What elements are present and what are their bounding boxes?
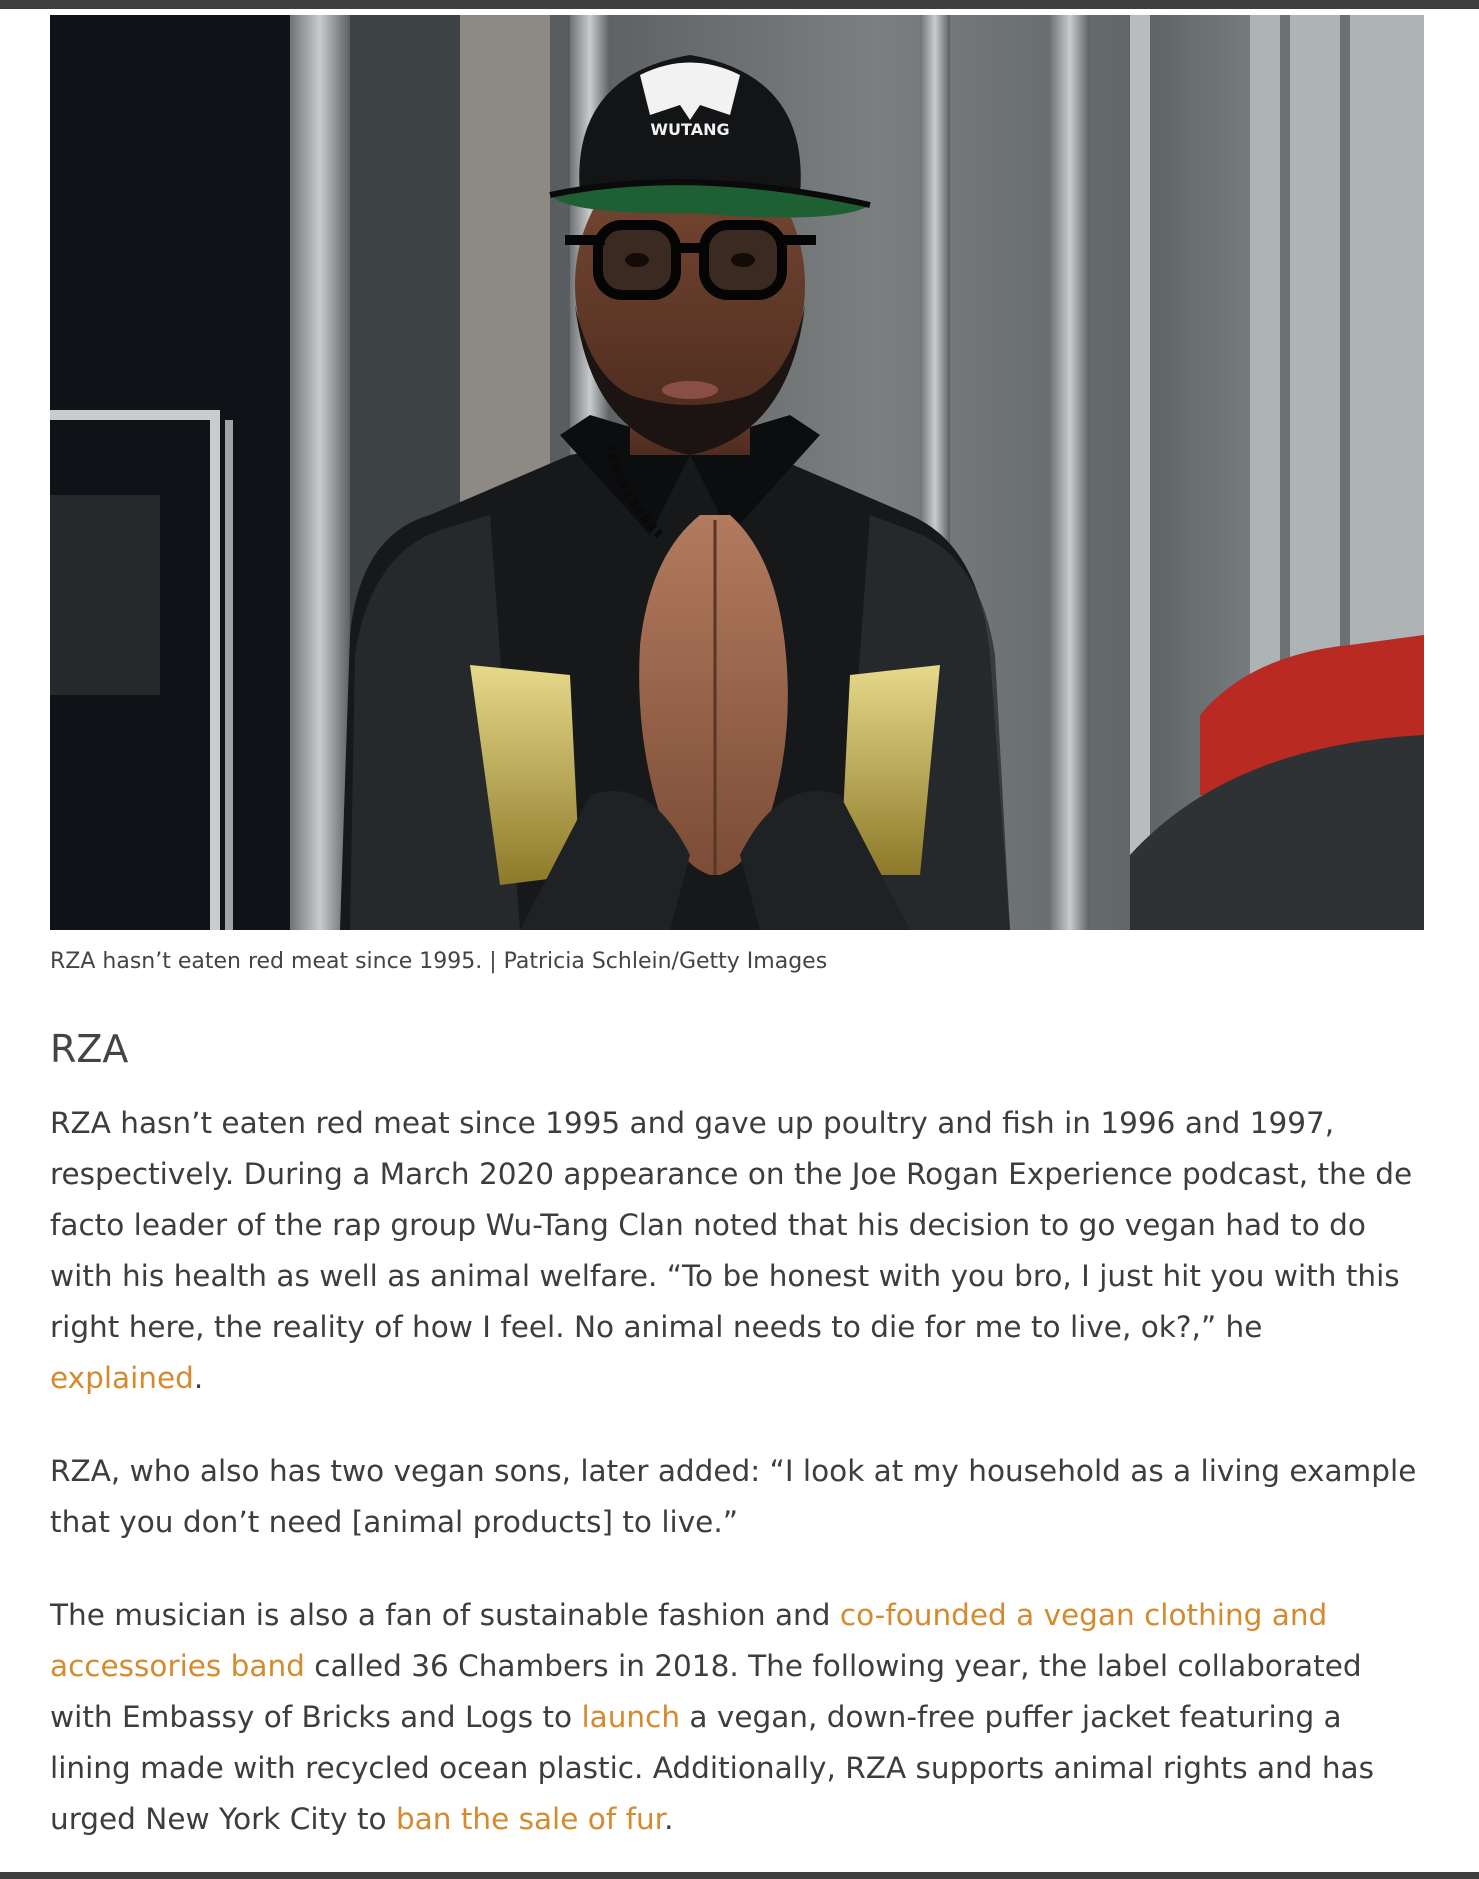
paragraph-text: called 36 Chambers in 2018. The following year, the label collaborated with Embassy of Bricks and Logs to (50, 1649, 1362, 1735)
paragraph-2 (50, 1446, 1424, 1548)
rza-photo (50, 15, 1424, 930)
article-figure (50, 15, 1424, 977)
paragraph-text: The musician is also a fan of sustainable fashion and (50, 1598, 840, 1633)
paragraph-text: . (664, 1802, 674, 1837)
paragraph-text: . (193, 1361, 204, 1396)
cap-logo-text: WUTANG (650, 120, 730, 139)
bottom-border (0, 1872, 1479, 1879)
image-caption: RZA hasn’t eaten red meat since 1995. | Patricia Schlein/Getty Images (50, 949, 828, 974)
paragraph-text: a vegan, down-free puffer jacket featuring a lining made with recycled ocean plastic. Additionally, RZA supports animal rights and has urged New York City to (50, 1700, 1374, 1837)
link-launch[interactable]: launch (581, 1700, 681, 1735)
link-ban-fur[interactable]: ban the sale of fur (395, 1802, 665, 1837)
photo-illustration (50, 15, 1424, 930)
section-heading: RZA (50, 1026, 129, 1071)
paragraph-text: RZA hasn’t eaten red meat since 1995 and gave up poultry and fish in 1996 and 1997, respectively. During a March 2020 appearance on the Joe Rogan Experience podcast, the de facto leader of the rap group Wu-Tang Clan noted that his decision to go vegan had to do with his health as well as animal welfare. “To be honest with you bro, I just hit you with this right here, the reality of how I feel. No animal needs to die for me to live, ok?,” he (50, 1106, 1413, 1345)
article (50, 15, 1424, 1845)
paragraph-text: RZA, who also has two vegan sons, later added: “I look at my household as a living example that you don’t need [animal products] to live.” (50, 1454, 1417, 1540)
top-border (0, 0, 1479, 9)
paragraph-3 (50, 1590, 1424, 1845)
paragraph-1 (50, 1098, 1424, 1404)
link-co-founded[interactable]: co-founded a vegan clothing and accessories band (50, 1598, 1328, 1684)
link-explained[interactable]: explained (50, 1361, 194, 1396)
